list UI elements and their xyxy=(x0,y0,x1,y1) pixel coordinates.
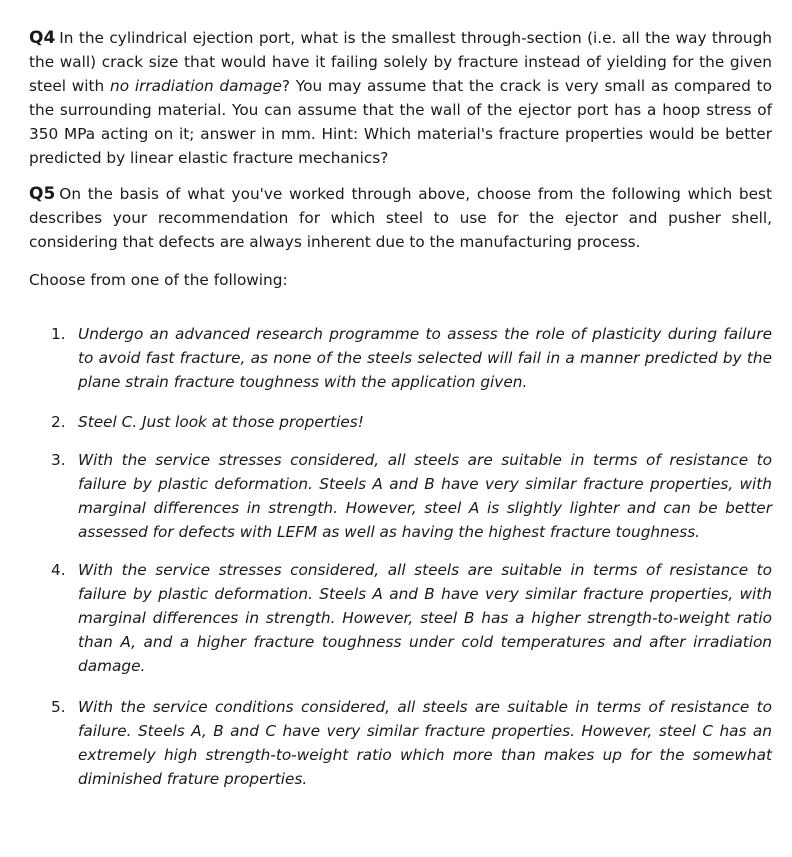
question-4 xyxy=(29,26,772,170)
answer-option-number: 2. xyxy=(51,413,66,431)
answer-options-list xyxy=(29,322,772,791)
answer-option-2 xyxy=(51,410,772,434)
answer-option-number: 1. xyxy=(51,325,66,343)
answer-option-1 xyxy=(51,322,772,394)
question-4-number: Q4 xyxy=(29,28,56,48)
answer-option-number: 5. xyxy=(51,698,66,716)
question-5-number: Q5 xyxy=(29,184,56,204)
question-5 xyxy=(29,182,772,254)
question-4-text-before: In the cylindrical ejection port, what is the smallest through-section (i.e. all the way through the wall) crack size that would have it failing solely by fracture instead of yielding for the given steel with xyxy=(29,29,772,95)
question-5-text: On the basis of what you've worked through above, choose from the following which best describes your recommendation for which steel to use for the ejector and pusher shell, considering that defects are always inherent due to the manufacturing process. xyxy=(29,185,772,251)
answer-option-3 xyxy=(51,448,772,544)
choose-prompt: Choose from one of the following: xyxy=(29,271,288,289)
answer-option-text: Steel C. Just look at those properties! xyxy=(78,413,364,431)
answer-option-text: With the service conditions considered, all steels are suitable in terms of resistance to failure. Steels A, B and C have very similar fracture properties. However, steel C has an extremely high strength-to-weight ratio which more than makes up for the somewhat diminished frature properties. xyxy=(78,698,772,788)
answer-option-text: Undergo an advanced research programme to assess the role of plasticity during failure to avoid fast fracture, as none of the steels selected will fail in a manner predicted by the plane strain fracture toughness with the application given. xyxy=(78,325,772,391)
answer-option-text: With the service stresses considered, all steels are suitable in terms of resistance to failure by plastic deformation. Steels A and B have very similar fracture properties, with marginal differences in strength. However, steel A is slightly lighter and can be better assessed for defects with LEFM as well as having the highest fracture toughness. xyxy=(78,451,772,541)
answer-option-number: 3. xyxy=(51,451,66,469)
question-4-emphasis: no irradiation damage xyxy=(110,77,282,95)
answer-option-text: With the service stresses considered, all steels are suitable in terms of resistance to failure by plastic deformation. Steels A and B have very similar fracture properties, with marginal differences in strength. However, steel B has a higher strength-to-weight ratio than A, and a higher fracture toughness under cold temperatures and after irradiation damage. xyxy=(78,561,772,675)
answer-option-4 xyxy=(51,558,772,678)
answer-option-number: 4. xyxy=(51,561,66,579)
question-4-text-after: ? You may assume that the crack is very small as compared to the surrounding material. You can assume that the wall of the ejector port has a hoop stress of 350 MPa acting on it; answer in mm. Hint: Which material's fracture properties would be better predicted by linear elastic fracture mechanics? xyxy=(29,77,772,167)
answer-option-5 xyxy=(51,695,772,791)
